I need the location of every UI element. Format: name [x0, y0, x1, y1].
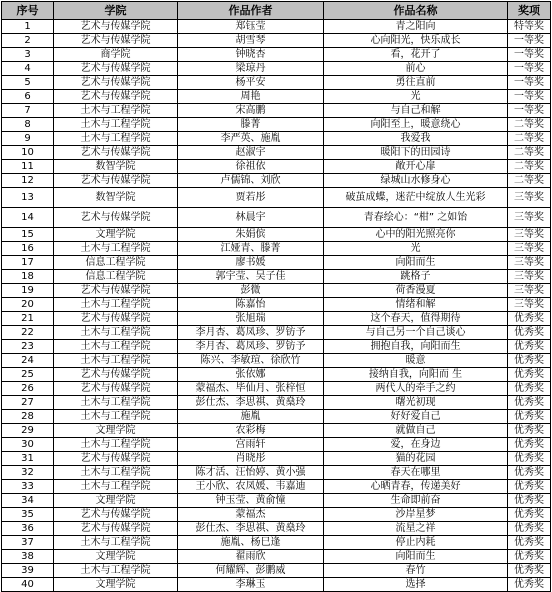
row-index: 22	[2, 326, 54, 340]
table-row	[2, 354, 551, 368]
row-work-title: 向阳至上，暖意绕心	[324, 118, 508, 132]
row-college: 信息工程学院	[54, 256, 178, 270]
row-index: 32	[2, 466, 54, 480]
row-index: 38	[2, 550, 54, 564]
row-award: 一等奖	[508, 62, 551, 76]
row-college: 土木与工程学院	[54, 410, 178, 424]
row-college: 艺术与传媒学院	[54, 312, 178, 326]
row-college: 文理学院	[54, 550, 178, 564]
row-author: 钟玉莹、黄俞憧	[178, 494, 324, 508]
row-index: 28	[2, 410, 54, 424]
row-work-title: 爱，在身边	[324, 438, 508, 452]
table-row	[2, 34, 551, 48]
row-work-title: 心向阳光，快乐成长	[324, 34, 508, 48]
row-college: 土木与工程学院	[54, 466, 178, 480]
row-college: 艺术与传媒学院	[54, 34, 178, 48]
row-author: 林晨宇	[178, 208, 324, 228]
row-award: 优秀奖	[508, 424, 551, 438]
table-row	[2, 508, 551, 522]
row-work-title: 光	[324, 90, 508, 104]
row-work-title: 猫的花园	[324, 452, 508, 466]
row-author: 彭仕杰、李思祺、黄燊玲	[178, 522, 324, 536]
table-row	[2, 312, 551, 326]
row-work-title: 春天在哪里	[324, 466, 508, 480]
row-author: 陈嘉怡	[178, 298, 324, 312]
row-work-title: 选择	[324, 578, 508, 592]
row-author: 赵淑宇	[178, 146, 324, 160]
row-index: 23	[2, 340, 54, 354]
row-award: 三等奖	[508, 242, 551, 256]
row-award: 优秀奖	[508, 340, 551, 354]
row-work-title: 敞开心扉	[324, 160, 508, 174]
row-college: 艺术与传媒学院	[54, 76, 178, 90]
row-college: 艺术与传媒学院	[54, 174, 178, 188]
row-award: 优秀奖	[508, 326, 551, 340]
row-author: 贾若彤	[178, 188, 324, 208]
header-college: 学院	[54, 2, 178, 20]
row-award: 三等奖	[508, 256, 551, 270]
row-work-title: 破茧成蝶，迷茫中绽放人生光彩	[324, 188, 508, 208]
row-college: 土木与工程学院	[54, 480, 178, 494]
row-college: 土木与工程学院	[54, 340, 178, 354]
row-work-title: 两代人的牵手之约	[324, 382, 508, 396]
row-work-title: 勇往直前	[324, 76, 508, 90]
table-row	[2, 242, 551, 256]
row-author: 肖晓彤	[178, 452, 324, 466]
row-award: 三等奖	[508, 188, 551, 208]
table-row	[2, 90, 551, 104]
row-award: 优秀奖	[508, 466, 551, 480]
row-index: 15	[2, 228, 54, 242]
table-row	[2, 298, 551, 312]
row-work-title: 停止内耗	[324, 536, 508, 550]
table-row	[2, 48, 551, 62]
row-award: 优秀奖	[508, 536, 551, 550]
row-author: 朱娟傧	[178, 228, 324, 242]
row-college: 文理学院	[54, 424, 178, 438]
row-index: 9	[2, 132, 54, 146]
row-index: 1	[2, 20, 54, 34]
row-index: 27	[2, 396, 54, 410]
row-award: 二等奖	[508, 174, 551, 188]
row-index: 13	[2, 188, 54, 208]
table-row	[2, 578, 551, 592]
row-index: 30	[2, 438, 54, 452]
table-row	[2, 396, 551, 410]
table-row	[2, 284, 551, 298]
row-college: 商学院	[54, 48, 178, 62]
row-award: 优秀奖	[508, 564, 551, 578]
row-college: 土木与工程学院	[54, 132, 178, 146]
row-author: 李月杏、葛凤珍、罗钫予	[178, 326, 324, 340]
row-author: 宫雨轩	[178, 438, 324, 452]
row-index: 36	[2, 522, 54, 536]
row-college: 艺术与传媒学院	[54, 452, 178, 466]
table-row	[2, 174, 551, 188]
row-award: 优秀奖	[508, 508, 551, 522]
row-index: 5	[2, 76, 54, 90]
row-author: 彭仕杰、李思祺、黄燊玲	[178, 396, 324, 410]
row-college: 艺术与传媒学院	[54, 20, 178, 34]
row-work-title: 向阳而生	[324, 256, 508, 270]
row-author: 郑钰莹	[178, 20, 324, 34]
table-row	[2, 188, 551, 208]
row-index: 37	[2, 536, 54, 550]
row-award: 一等奖	[508, 48, 551, 62]
row-index: 25	[2, 368, 54, 382]
header-award: 奖项	[508, 2, 551, 20]
table-row	[2, 480, 551, 494]
row-index: 34	[2, 494, 54, 508]
row-index: 39	[2, 564, 54, 578]
row-work-title: 生命即前奋	[324, 494, 508, 508]
table-row	[2, 564, 551, 578]
table-row	[2, 452, 551, 466]
row-college: 艺术与传媒学院	[54, 522, 178, 536]
row-author: 翟雨欣	[178, 550, 324, 564]
row-award: 三等奖	[508, 270, 551, 284]
row-author: 张旭瑞	[178, 312, 324, 326]
table-row	[2, 228, 551, 242]
table-row	[2, 340, 551, 354]
row-author: 李严英、施胤	[178, 132, 324, 146]
table-row	[2, 368, 551, 382]
row-award: 二等奖	[508, 160, 551, 174]
row-award: 二等奖	[508, 118, 551, 132]
row-work-title: 接纳自我，向阳而 生	[324, 368, 508, 382]
row-award: 二等奖	[508, 132, 551, 146]
row-award: 优秀奖	[508, 578, 551, 592]
row-college: 文理学院	[54, 228, 178, 242]
row-author: 李月杏、葛凤珍、罗钫予	[178, 340, 324, 354]
row-college: 文理学院	[54, 578, 178, 592]
row-index: 7	[2, 104, 54, 118]
table-row	[2, 104, 551, 118]
table-row	[2, 382, 551, 396]
row-award: 优秀奖	[508, 382, 551, 396]
row-award: 优秀奖	[508, 452, 551, 466]
row-award: 三等奖	[508, 284, 551, 298]
header-index: 序号	[2, 2, 54, 20]
row-college: 数智学院	[54, 160, 178, 174]
row-author: 陈才活、汪怡婷、黄小强	[178, 466, 324, 480]
row-author: 廖书媛	[178, 256, 324, 270]
header-author: 作品作者	[178, 2, 324, 20]
row-author: 郭宇莹、吴子佳	[178, 270, 324, 284]
row-college: 信息工程学院	[54, 270, 178, 284]
row-index: 6	[2, 90, 54, 104]
row-index: 26	[2, 382, 54, 396]
row-author: 江娅青、滕菁	[178, 242, 324, 256]
row-work-title: 心中的阳光照亮你	[324, 228, 508, 242]
row-index: 17	[2, 256, 54, 270]
row-author: 周艳	[178, 90, 324, 104]
row-author: 施胤、杨巳逢	[178, 536, 324, 550]
row-author: 蒙福杰	[178, 508, 324, 522]
row-index: 31	[2, 452, 54, 466]
row-award: 优秀奖	[508, 410, 551, 424]
row-award: 优秀奖	[508, 494, 551, 508]
row-author: 李琳玉	[178, 578, 324, 592]
row-college: 土木与工程学院	[54, 242, 178, 256]
row-college: 文理学院	[54, 494, 178, 508]
row-work-title: 沙岸星梦	[324, 508, 508, 522]
row-work-title: 我爱我	[324, 132, 508, 146]
row-award: 特等奖	[508, 20, 551, 34]
row-work-title: 流星之祥	[324, 522, 508, 536]
row-index: 40	[2, 578, 54, 592]
row-work-title: 心晒青春，传递美好	[324, 480, 508, 494]
row-award: 一等奖	[508, 104, 551, 118]
row-work-title: 看，花开了	[324, 48, 508, 62]
row-award: 优秀奖	[508, 396, 551, 410]
row-index: 4	[2, 62, 54, 76]
row-work-title: 向阳而生	[324, 550, 508, 564]
row-college: 土木与工程学院	[54, 536, 178, 550]
row-work-title: 绿城山水修身心	[324, 174, 508, 188]
row-award: 三等奖	[508, 298, 551, 312]
row-award: 一等奖	[508, 76, 551, 90]
row-work-title: 光	[324, 242, 508, 256]
row-index: 10	[2, 146, 54, 160]
row-award: 优秀奖	[508, 368, 551, 382]
row-index: 24	[2, 354, 54, 368]
row-award: 一等奖	[508, 34, 551, 48]
row-work-title: 跳格子	[324, 270, 508, 284]
row-index: 19	[2, 284, 54, 298]
row-college: 土木与工程学院	[54, 396, 178, 410]
row-work-title: 青之阳向	[324, 20, 508, 34]
row-work-title: 荷香漫夏	[324, 284, 508, 298]
row-work-title: 拥抱自我，向阳而生	[324, 340, 508, 354]
table-row	[2, 550, 551, 564]
row-award: 优秀奖	[508, 438, 551, 452]
row-author: 何耀辉、彭鹏威	[178, 564, 324, 578]
row-college: 艺术与传媒学院	[54, 382, 178, 396]
row-work-title: 青春绘心：“柑” 之如饴	[324, 208, 508, 228]
row-college: 艺术与传媒学院	[54, 90, 178, 104]
awards-table	[1, 1, 551, 592]
row-college: 土木与工程学院	[54, 298, 178, 312]
table-row	[2, 466, 551, 480]
row-index: 8	[2, 118, 54, 132]
row-award: 三等奖	[508, 208, 551, 228]
table-row	[2, 132, 551, 146]
row-award: 一等奖	[508, 90, 551, 104]
row-work-title: 情绪和解	[324, 298, 508, 312]
table-row	[2, 494, 551, 508]
table-row	[2, 76, 551, 90]
row-author: 张依娜	[178, 368, 324, 382]
row-work-title: 就做自己	[324, 424, 508, 438]
row-author: 王小欣、农凤媛、韦嘉迪	[178, 480, 324, 494]
row-author: 宋高鹏	[178, 104, 324, 118]
row-college: 数智学院	[54, 188, 178, 208]
row-index: 33	[2, 480, 54, 494]
row-college: 艺术与传媒学院	[54, 208, 178, 228]
table-row	[2, 20, 551, 34]
row-index: 3	[2, 48, 54, 62]
row-award: 三等奖	[508, 228, 551, 242]
table-row	[2, 424, 551, 438]
row-college: 土木与工程学院	[54, 354, 178, 368]
table-row	[2, 146, 551, 160]
row-index: 20	[2, 298, 54, 312]
row-work-title: 好好爱自己	[324, 410, 508, 424]
row-work-title: 春竹	[324, 564, 508, 578]
table-row	[2, 326, 551, 340]
table-row	[2, 522, 551, 536]
table-row	[2, 62, 551, 76]
table-row	[2, 256, 551, 270]
table-row	[2, 270, 551, 284]
row-college: 土木与工程学院	[54, 564, 178, 578]
row-author: 胡雪琴	[178, 34, 324, 48]
row-author: 钟晓杏	[178, 48, 324, 62]
row-work-title: 暖阳下的田园诗	[324, 146, 508, 160]
row-award: 优秀奖	[508, 354, 551, 368]
row-author: 卢儒锦、刘欣	[178, 174, 324, 188]
row-work-title: 暖意	[324, 354, 508, 368]
row-award: 二等奖	[508, 146, 551, 160]
row-work-title: 与自己和解	[324, 104, 508, 118]
row-work-title: 前心	[324, 62, 508, 76]
row-index: 14	[2, 208, 54, 228]
row-work-title: 与自己另一个自己谈心	[324, 326, 508, 340]
row-author: 杨平安	[178, 76, 324, 90]
table-row	[2, 160, 551, 174]
row-work-title: 这个春天，值得期待	[324, 312, 508, 326]
row-index: 29	[2, 424, 54, 438]
row-author: 徐祖依	[178, 160, 324, 174]
row-college: 土木与工程学院	[54, 104, 178, 118]
row-author: 施胤	[178, 410, 324, 424]
row-college: 艺术与传媒学院	[54, 508, 178, 522]
row-work-title: 曙光初现	[324, 396, 508, 410]
row-award: 优秀奖	[508, 312, 551, 326]
row-college: 艺术与传媒学院	[54, 62, 178, 76]
row-college: 土木与工程学院	[54, 326, 178, 340]
row-college: 艺术与传媒学院	[54, 146, 178, 160]
row-index: 18	[2, 270, 54, 284]
header-work-title: 作品名称	[324, 2, 508, 20]
table-row	[2, 410, 551, 424]
row-index: 21	[2, 312, 54, 326]
row-author: 彭微	[178, 284, 324, 298]
row-college: 土木与工程学院	[54, 118, 178, 132]
row-award: 优秀奖	[508, 480, 551, 494]
table-row	[2, 438, 551, 452]
table-row	[2, 536, 551, 550]
header-row	[2, 2, 551, 20]
row-author: 滕菁	[178, 118, 324, 132]
row-index: 35	[2, 508, 54, 522]
row-award: 优秀奖	[508, 550, 551, 564]
row-index: 11	[2, 160, 54, 174]
row-author: 陈兴、李敏瑄、徐欣竹	[178, 354, 324, 368]
table-row	[2, 118, 551, 132]
row-author: 农彩梅	[178, 424, 324, 438]
row-award: 优秀奖	[508, 522, 551, 536]
row-index: 12	[2, 174, 54, 188]
row-index: 2	[2, 34, 54, 48]
row-college: 艺术与传媒学院	[54, 284, 178, 298]
table-row	[2, 208, 551, 228]
row-author: 梁琼丹	[178, 62, 324, 76]
row-college: 土木与工程学院	[54, 438, 178, 452]
row-index: 16	[2, 242, 54, 256]
row-author: 蒙福杰、毕仙月、张梓恒	[178, 382, 324, 396]
row-college: 艺术与传媒学院	[54, 368, 178, 382]
